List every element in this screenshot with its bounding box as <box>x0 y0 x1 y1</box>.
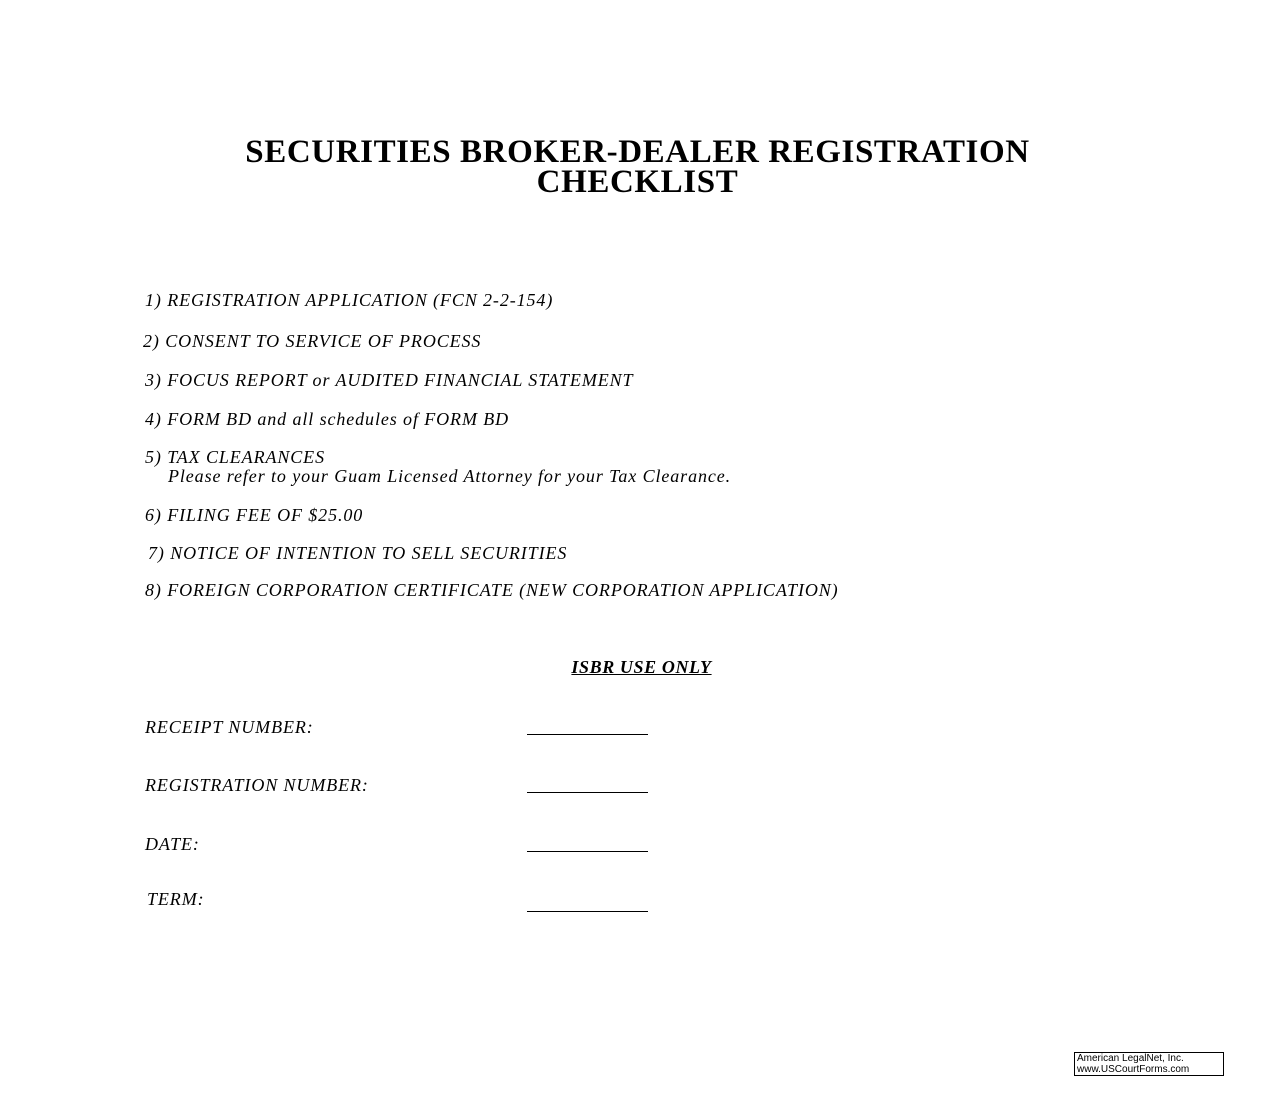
checklist-item-7: 7) NOTICE OF INTENTION TO SELL SECURITIES <box>148 543 568 563</box>
checklist-item-8: 8) FOREIGN CORPORATION CERTIFICATE (NEW CORPORATION APPLICATION) <box>145 580 839 600</box>
receipt-number-label: RECEIPT NUMBER: <box>145 717 314 737</box>
registration-number-blank <box>527 792 648 793</box>
term-blank <box>527 911 648 912</box>
checklist-item-6: 6) FILING FEE OF $25.00 <box>145 505 364 525</box>
checklist-item-4: 4) FORM BD and all schedules of FORM BD <box>145 409 510 429</box>
footer-line-1: American LegalNet, Inc. <box>1077 1053 1184 1064</box>
title-line-1: SECURITIES BROKER-DEALER REGISTRATION <box>245 134 1030 170</box>
receipt-number-blank <box>527 734 648 735</box>
checklist-item-1: 1) REGISTRATION APPLICATION (FCN 2-2-154) <box>145 290 554 310</box>
checklist-item-2: 2) CONSENT TO SERVICE OF PROCESS <box>143 331 482 351</box>
date-blank <box>527 851 648 852</box>
footer-stamp <box>1074 1052 1224 1076</box>
checklist-item-3: 3) FOCUS REPORT or AUDITED FINANCIAL STATEMENT <box>145 370 634 390</box>
isbr-use-only-heading: ISBR USE ONLY <box>571 657 712 677</box>
checklist-item-5: 5) TAX CLEARANCES <box>145 447 325 467</box>
footer-line-2: www.USCourtForms.com <box>1077 1064 1190 1075</box>
registration-number-label: REGISTRATION NUMBER: <box>145 775 369 795</box>
term-label: TERM: <box>147 889 205 909</box>
date-label: DATE: <box>145 834 200 854</box>
tax-clearance-note: Please refer to your Guam Licensed Attorney for your Tax Clearance. <box>168 466 732 486</box>
title-line-2: CHECKLIST <box>536 164 739 200</box>
